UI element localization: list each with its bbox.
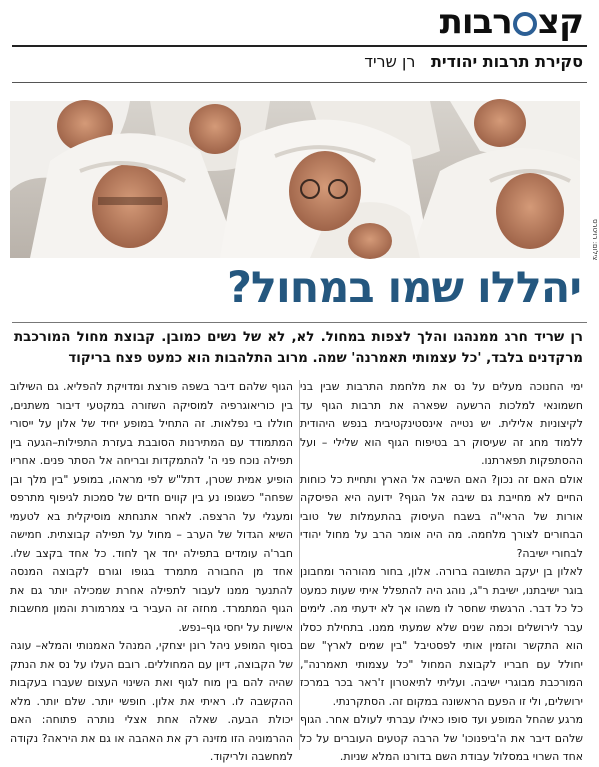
paragraph: בסוף המופע ניהל רונן יצחקי, המנהל האמנותי והמלא– עוגה של הקבוצה, דיון עם המחוללים. רובם העלו על נס את הנתק שהיה להם בין מוח לגוף ואת השינוי העצום שעברו בעקבות ההקשבה לו. ראיתי את אלון. חופשי יותר. שלם יותר. מלא יכולת הבעה. שאלה אחת אצלי נותרה פתוחה: האם ההרמוניה הזו מזינה רק את האהבה או גם את היראה? נקודה למחשבה ולריקוד.	[10, 639, 293, 763]
lead-paragraph: רן שריד חרג ממנהגו והלך לצפות במחול. לא, לא של נשים כמובן. קבוצת מחול המורכבת מרקדנים בלבד, 'כל עצמותי תאמרנה' שמה. מרוב התלהבות הוא כמעט פצח בריקוד	[14, 330, 583, 366]
article-column-right	[300, 378, 583, 767]
praying-men-illustration	[10, 101, 580, 258]
paragraph: לאלון בן יעקב התשובה ברורה. אלון, בחור מהורהר ומחבונן בוגר ישיבתנו, ישיבת ר"ג, נוהג היה להתפלל איתי שעות כמעט כל כל דבר. הרגשתי שחסר לו משהו אך לא ידעתי מה. לימים עבר לירושלים וכמה שנים שלא שמעתי ממנו. בתחילת כסלו הוא התקשר והזמין אותי לפסטיבל "בין שמים לארץ" שם יחולל עם חבריו לקבוצת המחול "כל עצמותי תאמרנה", המורכבת מבוגרי ישיבה. ועליתי לתיאטרון ז'ראר בכר במרכז ירושלים, ולי זו הפעם הראשונה במקום זה. הסתקרנתי.	[300, 565, 583, 708]
photo-credit: צילום: רויטרס	[591, 218, 599, 260]
masthead-rule	[12, 45, 587, 47]
section-line	[364, 52, 583, 71]
logo-text-end: רבות	[439, 2, 512, 42]
article-column-left	[10, 378, 293, 767]
column-divider	[299, 380, 300, 750]
article-photo	[10, 101, 580, 258]
paragraph: מרגע שהחל המופע ועד סופו כאילו עברתי לעולם אחר. הגוף שלהם דיבר את ה'ביפנוכו' של הרבה קטעים העוברים על כל אחד השרוי במסלול עבודת השם בדורנו המלא שניות.	[300, 713, 583, 763]
headline-rule	[12, 322, 587, 323]
logo-ring-icon	[513, 12, 537, 36]
publication-logo	[440, 2, 583, 42]
author-name: רן שריד	[364, 52, 416, 71]
paragraph: ימי החנוכה מעלים על נס את מלחמת התרבות שבין בני חשמונאי למלכות הרשעה שפארה את תרבות הגוף עד לקיצוניות אלילית. יש נטייה אינסטינקטיבית בנפש היהודית ללמוד מחג זה שעיסוק רב בטיפוח הגוף הוא שלילי – ועל ההסתפקות תפארתנו.	[300, 380, 583, 467]
logo-text-start: קצ	[537, 2, 583, 42]
paragraph: אולם האם זה נכון? האם השיבה אל הארץ ותחיית כל כוחות החיים לא מחייבת גם שיבה אל הגוף? ידועה היא הפיסקה אורות של הראי"ה בשבח העיסוק בהתעמלות של טובי הבחורים לצורך מלחמה. מה היה אומר הרב על מחול יהודי לבחורי ישיבה?	[300, 472, 583, 560]
masthead	[0, 0, 599, 45]
section-title: סקירת תרבות יהודית	[430, 52, 583, 71]
section-rule	[12, 82, 587, 83]
headline: יהללו שמו במחול?	[226, 263, 581, 313]
paragraph: הגוף שלהם דיבר בשפה פורצת ומדויקת להפליא. גם השילוב בין כוריאוגרפיה למוסיקה השזורה במקטעי דיבור משתנים, חוללו בי נפלאות. זה התחיל במופע יחיד של אלון על ייסורי המתמודד עם המתירנות הסובבת בעזרת התפילות–הגעה בין תפילה נוכח פני ה' להתמקדות ובריחה אל הסתר פנים. אחריו הופיע אמית שטרן, דתל"ש לפי מראהו, במופע "בין מלך ובן שפחה" כשגופו נע בין קווים חדים של סמכות לגיפוף מתרפס ומעגלי על הרצפה. לאחר אתנחתא מוסיקלית בא לטעמי השיא הגדול של הערב – מחול על תפילה קבוצתית. חמישה חבר'ה עומדים בתפילה יחד אך לחוד. כל אחד בקצב שלו. אחד מן החבורה מתמרד בגופו וגורם לקבוצה המנסה להתנער ממנו לעבור לתפילה אחרת שמכילה יותר גם את הגוף המתמרד. מחזה זה העביר בי צמרמורת והמון מחשבות אישיות על יחסי גוף–נפש.	[10, 380, 293, 634]
